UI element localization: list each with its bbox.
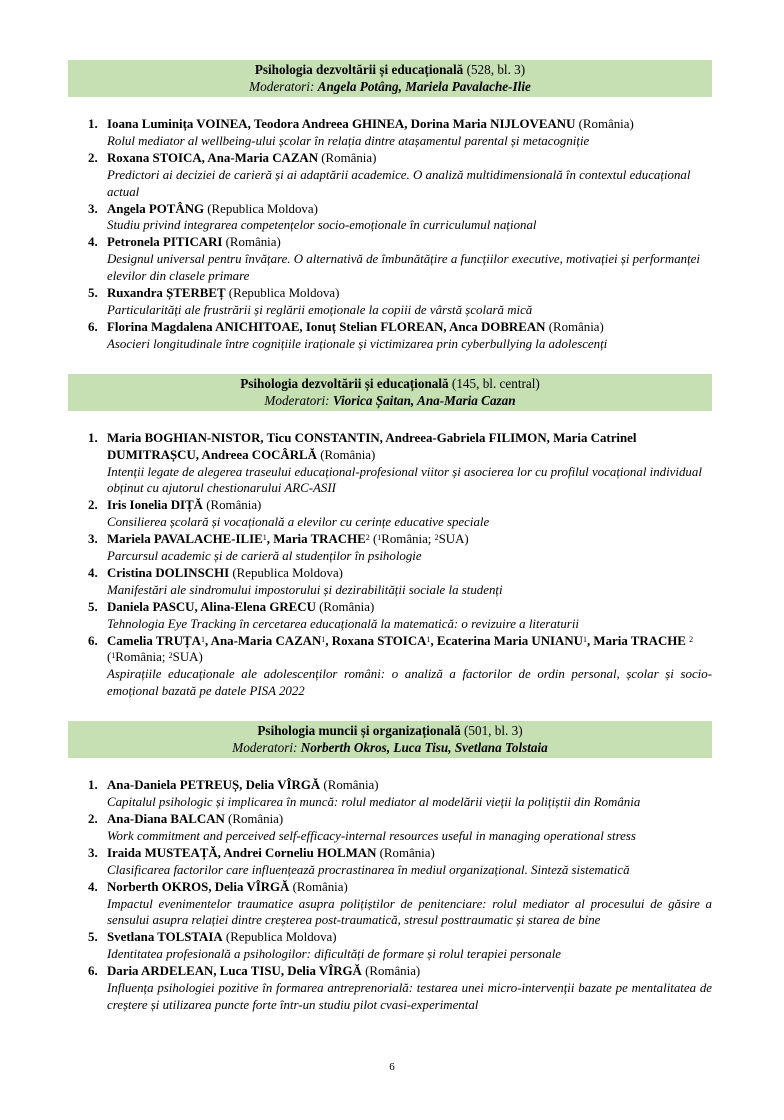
section-title-line <box>68 375 712 392</box>
talk-authors: Florina Magdalena ANICHITOAE, Ionuț Stelian FLOREAN, Anca DOBREAN (România) <box>107 319 604 334</box>
talk-number: 4. <box>88 565 98 580</box>
section-header <box>68 721 712 758</box>
section-moderators-line <box>68 739 712 756</box>
talk-title: Aspirațiile educaționale ale adolescenților români: o analiză a factorilor de ordin personal, școlar și socio-emoțional bazată pe datele PISA 2022 <box>107 667 712 699</box>
list-item <box>68 285 712 319</box>
talk-title: Capitalul psihologic și implicarea în muncă: rolul mediator al modelării vieții la polițiștii din România <box>107 795 641 810</box>
talk-title: Identitatea profesională a psihologilor: dificultăți de formare și rolul terapiei personale <box>107 947 562 962</box>
moderators-names: Norberth Okros, Luca Tisu, Svetlana Tolstaia <box>300 740 548 756</box>
talk-number: 3. <box>88 201 98 216</box>
list-item <box>68 879 712 930</box>
list-item <box>68 929 712 963</box>
page-number: 6 <box>389 1061 395 1073</box>
talk-authors: Iraida MUSTEAȚĂ, Andrei Corneliu HOLMAN (România) <box>107 845 435 860</box>
talk-list <box>68 777 712 1014</box>
section-title-line <box>68 61 712 78</box>
talk-title: Predictori ai deciziei de carieră și ai adaptării academice. O analiză multidimensională în contextul educațional actual <box>107 167 691 199</box>
list-item <box>68 565 712 599</box>
list-item <box>68 150 712 201</box>
list-item <box>68 319 712 353</box>
talk-number: 5. <box>88 599 98 614</box>
talk-authors: Mariela PAVALACHE-ILIE$^1$, Maria TRACHE$^2$ ($^1$România; $^2$SUA) <box>107 532 469 547</box>
talk-number: 5. <box>88 930 98 945</box>
talk-title: Intenții legate de alegerea traseului educațional-profesional viitor și asocierea lor cu profilul vocațional individual obținut cu ajutorul chestionarului ARC-ASII <box>107 464 702 496</box>
talk-title: Parcursul academic și de carieră al studenților în psihologie <box>107 549 422 564</box>
talk-title: Asocieri longitudinale între cognițiile iraționale și victimizarea prin cyberbullying la adolescenți <box>107 336 608 351</box>
talk-title: Designul universal pentru învățare. O alternativă de îmbunătățire a funcțiilor executive, motivației și performanței elevilor din clasele primare <box>107 252 700 284</box>
list-item <box>68 497 712 531</box>
moderators-names: Viorica Șaitan, Ana-Maria Cazan <box>332 392 516 408</box>
list-item <box>68 633 712 701</box>
program-page <box>68 60 712 1014</box>
talk-title: Influența psihologiei pozitive în formarea antreprenorială: testarea unei micro-intervenții bazate pe mentalitatea de creștere și utilizarea puncte forte într-un studiu pilot cvasi-experimental <box>107 981 712 1012</box>
section-moderators-line <box>68 392 712 409</box>
list-item <box>68 116 712 150</box>
talk-number: 6. <box>88 633 98 648</box>
list-item <box>68 777 712 811</box>
talk-authors: Maria BOGHIAN-NISTOR, Ticu CONSTANTIN, Andreea-Gabriela FILIMON, Maria Catrinel DUMITRAȘCU, Andreea COCÂRLĂ (România) <box>107 430 637 462</box>
talk-title: Work commitment and perceived self-efficacy-internal resources useful in managing operational stress <box>107 828 636 843</box>
section-moderators-line <box>68 78 712 95</box>
section-header <box>68 60 712 97</box>
talk-authors: Camelia TRUȚA$^1$, Ana-Maria CAZAN$^1$, Roxana STOICA$^1$, Ecaterina Maria UNIANU$^1$, Maria TRACHE $^2$ ($^1$România; $^2$SUA) <box>107 633 694 665</box>
talk-number: 6. <box>88 319 98 334</box>
talk-title: Consilierea școlară și vocațională a elevilor cu cerințe educative speciale <box>107 515 490 530</box>
list-item <box>68 963 712 1014</box>
talk-title: Manifestări ale sindromului impostorului și dezirabilității sociale la studenți <box>107 582 503 597</box>
talk-number: 4. <box>88 235 98 250</box>
talk-number: 3. <box>88 845 98 860</box>
section-title: Psihologia muncii și organizațională <box>257 723 461 739</box>
section-spacer <box>68 700 712 721</box>
list-item <box>68 845 712 879</box>
talk-number: 5. <box>88 286 98 301</box>
talk-title: Rolul mediator al wellbeing-ului școlar în relația dintre atașamentul parental și metacogniție <box>107 133 590 148</box>
talk-authors: Ana-Diana BALCAN (România) <box>107 812 284 826</box>
talk-authors: Norberth OKROS, Delia VÎRGĂ (România) <box>107 879 348 894</box>
talk-number: 1. <box>88 430 98 445</box>
list-item <box>68 811 712 845</box>
talk-title: Particularități ale frustrării și reglării emoționale la copiii de vârstă școlară mică <box>107 302 533 317</box>
talk-authors: Ana-Daniela PETREUȘ, Delia VÎRGĂ (România) <box>107 778 379 793</box>
talk-number: 1. <box>88 778 98 793</box>
list-item <box>68 599 712 633</box>
talk-number: 2. <box>88 150 98 165</box>
talk-authors: Daria ARDELEAN, Luca TISU, Delia VÎRGĂ (România) <box>107 964 421 979</box>
moderators-names: Angela Potâng, Mariela Pavalache-Ilie <box>317 79 531 94</box>
talk-authors: Daniela PASCU, Alina-Elena GRECU (România) <box>107 599 375 614</box>
talk-authors: Ioana Luminița VOINEA, Teodora Andreea GHINEA, Dorina Maria NIJLOVEANU (România) <box>107 117 634 131</box>
talk-number: 6. <box>88 964 98 979</box>
talk-number: 1. <box>88 117 98 131</box>
list-item <box>68 201 712 235</box>
talk-title: Impactul evenimentelor traumatice asupra polițiștilor de penitenciare: rolul mediator al procesului de găsire a sensului asupra relației dintre creșterea post-traumatică, stresul posttraumatic și starea de bine <box>107 896 712 928</box>
talk-title: Tehnologia Eye Tracking în cercetarea educațională la matematică: o revizuire a literaturii <box>107 616 579 631</box>
moderators-label: Moderatori: <box>232 740 298 756</box>
talk-number: 4. <box>88 879 98 894</box>
talk-authors: Svetlana TOLSTAIA (Republica Moldova) <box>107 930 337 945</box>
list-item <box>68 531 712 565</box>
talk-title: Studiu privind integrarea competențelor socio-emoționale în curriculumul național <box>107 218 537 233</box>
section-spacer <box>68 353 712 374</box>
talk-list <box>68 116 712 353</box>
moderators-label: Moderatori: <box>264 392 330 408</box>
talk-number: 2. <box>88 498 98 513</box>
talk-number: 2. <box>88 812 98 826</box>
section-title: Psihologia dezvoltării și educațională <box>240 375 449 391</box>
talk-authors: Iris Ionelia DIȚĂ (România) <box>107 498 262 513</box>
section-title-line <box>68 722 712 739</box>
section-header <box>68 374 712 411</box>
talk-authors: Petronela PITICARI (România) <box>107 235 281 250</box>
list-item <box>68 430 712 498</box>
section-room: (528, bl. 3) <box>466 62 526 77</box>
talk-authors: Angela POTÂNG (Republica Moldova) <box>107 201 318 216</box>
section-room: (145, bl. central) <box>451 375 540 391</box>
talk-title: Clasificarea factorilor care influențează procrastinarea în mediul organizațional. Sinteză sistematică <box>107 862 630 877</box>
talk-authors: Cristina DOLINSCHI (Republica Moldova) <box>107 565 343 580</box>
section-title: Psihologia dezvoltării și educațională <box>254 62 464 77</box>
talk-list <box>68 430 712 701</box>
section-room: (501, bl. 3) <box>464 723 523 739</box>
talk-number: 3. <box>88 532 98 547</box>
talk-authors: Ruxandra ȘTERBEȚ (Republica Moldova) <box>107 286 340 301</box>
moderators-label: Moderatori: <box>249 79 315 94</box>
list-item <box>68 234 712 285</box>
talk-authors: Roxana STOICA, Ana-Maria CAZAN (România) <box>107 150 377 165</box>
